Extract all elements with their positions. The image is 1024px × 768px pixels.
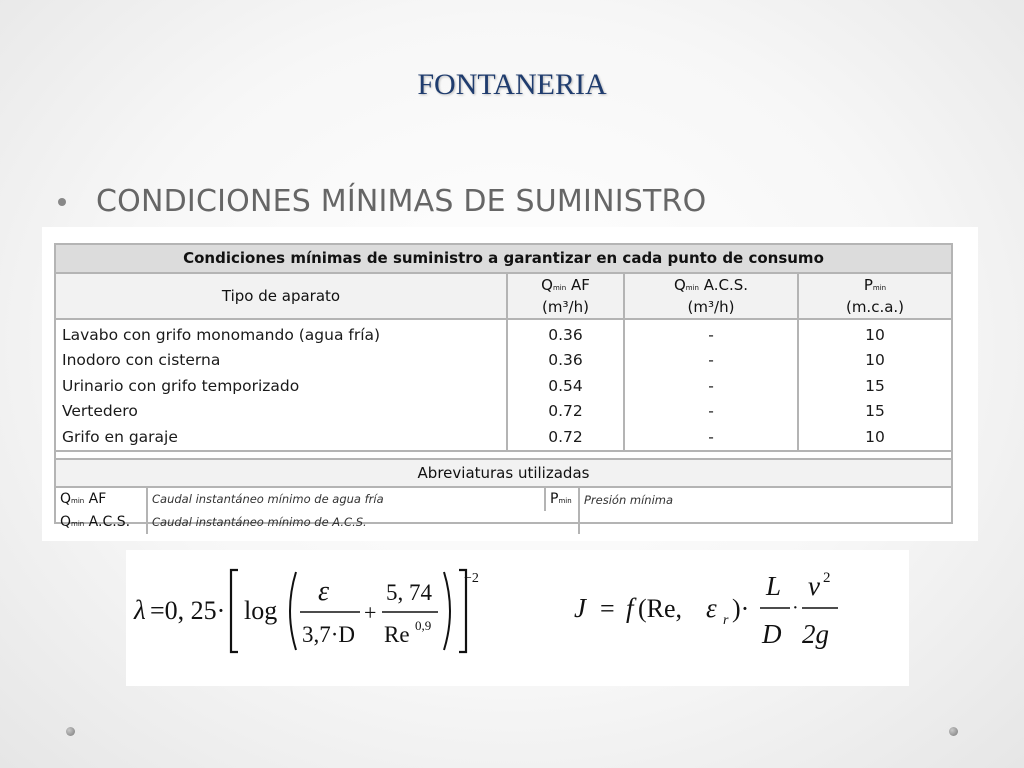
cell-qaf: 0.36: [507, 319, 624, 348]
formula2-dot: ·: [792, 597, 799, 619]
header-pmin: Pmin (m.c.a.): [798, 274, 951, 319]
bullet-dot-icon: [58, 198, 66, 206]
formula-image: [126, 550, 909, 686]
formula2-j: J: [574, 593, 586, 623]
table-title: Condiciones mínimas de suministro a garantizar en cada punto de consumo: [56, 245, 951, 274]
bullet-item: [58, 184, 706, 219]
formula-friction-factor: [133, 570, 479, 652]
abbr-row: [56, 488, 951, 511]
formula2-v-exp: 2: [823, 570, 831, 586]
cell-qacs: -: [624, 373, 798, 399]
cell-tipo: Inodoro con cisterna: [56, 348, 507, 374]
formula1-log: log: [244, 596, 278, 625]
formula1-re-exp: 0,9: [415, 618, 432, 633]
formula2-l: L: [766, 571, 782, 601]
left-paren-icon: [290, 572, 296, 650]
formula1-den1: 3,7·D: [302, 622, 356, 647]
abbr-desc: Caudal instantáneo mínimo de agua fría: [147, 488, 545, 511]
cell-tipo: Urinario con grifo temporizado: [56, 373, 507, 399]
abbr-desc: Caudal instantáneo mínimo de A.C.S.: [152, 515, 367, 529]
bullet-text: CONDICIONES MÍNIMAS DE SUMINISTRO: [96, 184, 707, 219]
formula1-epsilon: ε: [318, 576, 330, 607]
formula2-v: v: [808, 571, 820, 601]
table-row: [56, 399, 951, 425]
formula2-eps: ε: [706, 593, 717, 623]
formula2-eq: =: [600, 594, 615, 623]
table-row: [56, 424, 951, 451]
nav-dot-right-icon: [949, 727, 958, 736]
cell-qacs: -: [624, 348, 798, 374]
formula2-close: )·: [732, 594, 750, 623]
cell-qaf: 0.72: [507, 424, 624, 451]
formula1-coef: =0, 25·: [150, 596, 226, 625]
cell-p: 15: [865, 376, 885, 395]
formula1-lambda: λ: [134, 595, 146, 625]
cell-qaf: 0.72: [507, 399, 624, 425]
formula1-plus: +: [364, 600, 377, 625]
cell-qacs: -: [624, 319, 798, 348]
table-image: [42, 227, 978, 541]
cell-p: 10: [798, 424, 951, 451]
cell-tipo: Lavabo con grifo monomando (agua fría): [56, 319, 507, 348]
abbr-code: Qmin AF: [56, 488, 147, 511]
cell-qacs: -: [624, 399, 798, 425]
supply-conditions-table: [56, 274, 951, 452]
abbr-code: Qmin A.C.S.: [56, 511, 147, 534]
cell-p: 15: [865, 402, 885, 421]
cell-qaf: 0.36: [507, 348, 624, 374]
header-tipo: Tipo de aparato: [56, 274, 507, 319]
header-qmin-acs: Qmin A.C.S. (m³/h): [624, 274, 798, 319]
cell-p: 10: [865, 325, 885, 344]
abbr-desc-p: Presión mínima: [584, 492, 674, 507]
nav-dot-left-icon: [66, 727, 75, 736]
formula1-num2: 5, 74: [386, 580, 432, 605]
cell-tipo: Grifo en garaje: [56, 424, 507, 451]
left-bracket-icon: [231, 570, 238, 652]
cell-tipo: Vertedero: [56, 399, 507, 425]
abbr-code-p: Pmin: [545, 488, 579, 534]
cell-qacs: -: [624, 424, 798, 451]
formula2-2g: 2g: [802, 619, 829, 649]
abbreviations-title: Abreviaturas utilizadas: [56, 458, 951, 488]
formula2-f: f: [626, 593, 634, 623]
supply-table: [54, 243, 953, 530]
abbreviations-table: [56, 488, 951, 534]
table-row: [56, 373, 951, 399]
slide-title: FONTANERIA: [417, 68, 607, 101]
table-row: [56, 348, 951, 374]
formula2-d: D: [762, 619, 782, 649]
header-qmin-af: Qmin AF (m³/h): [507, 274, 624, 319]
cell-qaf: 0.54: [507, 373, 624, 399]
table-header-row: [56, 274, 951, 319]
formula-head-loss: [574, 570, 838, 649]
formula1-re: Re: [384, 622, 410, 647]
formula2-args: (Re,: [638, 594, 683, 623]
cell-p: 10: [865, 351, 885, 370]
table-row: [56, 319, 951, 348]
right-paren-icon: [444, 572, 450, 650]
formula2-eps-sub: r: [723, 613, 729, 628]
formula1-exponent: −2: [464, 571, 479, 586]
